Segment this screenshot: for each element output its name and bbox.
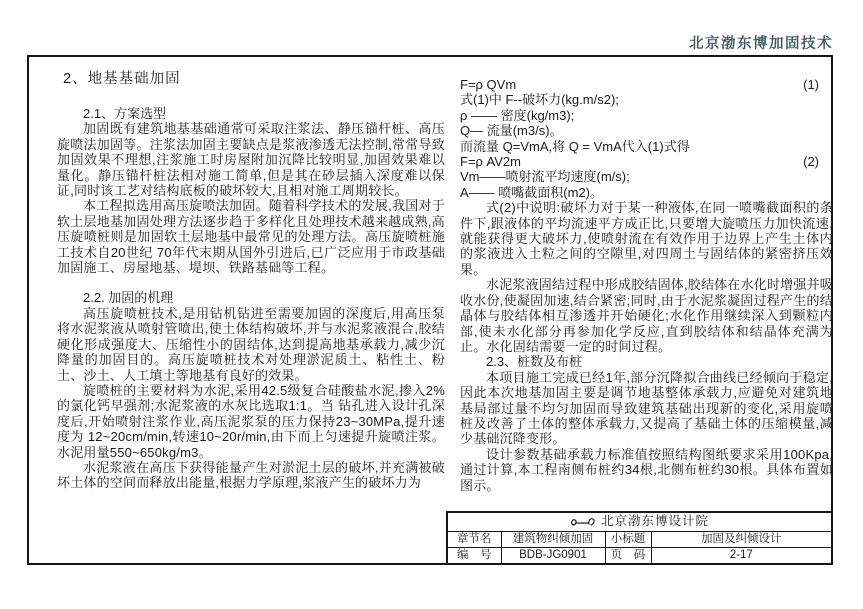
paragraph: 设计参数基础承载力标准值按照结构图纸要求采用100Kpa,通过计算,本工程南侧布桩约34根,北侧布桩约30根。具体布置如图示。 xyxy=(460,446,833,493)
paragraph: 本工程拟选用高压旋喷法加固。随着科学技术的发展,我国对于软土层地基加固处理方法逐步趋于多样化且处理技术越来越成熟,高压旋喷桩则是加固软土层地基中最常见的处理方法。高压旋喷桩施工技术自20世纪 70年代末期从国外引进后,已广泛应用于市政基础加固施工、房屋地基、堤坝、铁路基础等工程。 xyxy=(57,198,445,276)
table-row xyxy=(447,548,832,565)
formula-1-number: (1) xyxy=(803,77,819,92)
table-row-institute xyxy=(447,512,832,532)
formula-2-number: (2) xyxy=(803,154,819,170)
paragraph: 高压旋喷桩技术,是用钻机钻进至需要加固的深度后,用高压泵将水泥浆液从喷射管喷出,使土体结构破坏,并与水泥浆液混合,胶结硬化形成强度大、压缩性小的固结体,达到提高地基承载力,减少沉降量的加固目的。高压旋喷桩技术对处理淤泥质土、粘性土、粉土、沙土、人工填土等地基有良好的效果。 xyxy=(57,305,445,383)
formula-1 xyxy=(460,77,833,92)
subsection-heading-2-3: 2.3、桩数及布桩 xyxy=(486,354,583,370)
table-cell-value: 加固及纠倾设计 xyxy=(651,532,832,548)
paragraph: 式(2)中说明:破坏力对于某一种液体,在同一喷嘴截面积的条件下,跟液体的平均流速平方成正比,只要增大旋喷压力加快流速,就能获得更大破坏力,使喷射流在有效作用于边界上产生土体内的浆液进入土粒之间的空隙里,对四周土与固结体的紧密挤压效果。 xyxy=(460,200,833,277)
section-heading: 2、地基基础加固 xyxy=(63,71,181,87)
paragraph: 加固既有建筑地基基础通常可采取注浆法、静压锚杆桩、高压旋喷法加固等。注浆法加固主要缺点是浆液渗透无法控制,常常导致加固效果不理想,注浆施工时房屋附加沉降比较明显,加固效果难以量化。静压锚杆桩法相对施工简单,但是其在砂层插入深度难以保证,同时该工艺对结构底板的破坏较大,且相对施工周期较长。 xyxy=(57,121,445,199)
definition-line-rho: ρ —— 密度(kg/m3); xyxy=(460,107,575,123)
subsection-heading-2-2: 2.2. 加固的机理 xyxy=(83,290,174,306)
left-column xyxy=(57,71,445,491)
formula-2 xyxy=(460,154,833,169)
formula-1-expression: F=ρ QVm xyxy=(460,77,517,92)
page-header-title: 北京渤东博加固技术 xyxy=(689,36,833,52)
table-cell-value: 建筑物纠倾加固 xyxy=(501,532,605,548)
paragraph: 水泥浆液在高压下获得能量产生对淤泥土层的破坏,并充满被破坏土体的空间而释放出能量,根据力学原理,浆液产生的破坏力为 xyxy=(57,459,445,491)
design-institute-logo-icon xyxy=(570,516,596,530)
table-cell-label: 小标题 xyxy=(605,532,651,548)
table-cell-label: 章节名 xyxy=(447,532,501,548)
formula-2-expression: F=ρ AV2m xyxy=(460,154,521,170)
table-row xyxy=(447,532,832,548)
table-cell-value: BDB-JG0901 xyxy=(501,548,605,565)
table-cell-label: 页 码 xyxy=(605,548,651,565)
table-cell-label: 编 号 xyxy=(447,548,501,565)
table-cell-value: 2-17 xyxy=(651,548,832,565)
definition-line-a: A—— 喷嘴截面积(m2)。 xyxy=(460,184,604,200)
institute-name: 北京渤东博设计院 xyxy=(600,513,709,528)
substitution-line: 而流量 Q=VmA,将 Q = VmA代入(1)式得 xyxy=(460,138,690,154)
definition-line-vm: Vm——喷射流平均速度(m/s); xyxy=(460,169,630,185)
paragraph: 旋喷桩的主要材料为水泥,采用42.5级复合硅酸盐水泥,掺入2%的氯化钙早强剂;水泥浆液的水灰比选取1:1。当 钻孔进入设计孔深度后,开始喷射注浆作业,高压泥浆泵的压力保持23~30MPa,提升速度为 12~20cm/min,转速10~20r/min,由下而上匀速提升旋喷注浆。水泥用量550~650kg/m3。 xyxy=(57,382,445,460)
subsection-heading-2-1: 2.1、方案选型 xyxy=(83,106,167,121)
footer-stamp-table xyxy=(446,511,833,565)
right-column xyxy=(460,77,833,493)
institute-title-cell xyxy=(447,512,832,532)
paragraph: 本项目施工完成已经1年,部分沉降拟合曲线已经倾向于稳定,因此本次地基加固主要是调节地基整体承载力,应避免对建筑地基局部过量不均匀加固而导致建筑基础出现新的变化,采用旋喷桩及改善了土体的整体承载力,又提高了基础土体的压缩模量,减少基础沉降变形。 xyxy=(460,369,833,447)
definition-line-f: 式(1)中 F--破坏力(kg.m/s2); xyxy=(460,92,619,108)
definition-line-q: Q— 流量(m3/s)。 xyxy=(460,123,563,139)
content-border-box xyxy=(27,55,833,565)
paragraph: 水泥浆液固结过程中形成胶结固体,胶结体在水化时增强并吸收水份,使凝固加速,结合紧密;同时,由于水泥浆凝固过程产生的结晶体与胶结体相互渗透并开始硬化;水化作用继续深入到颗粒内部,使未水化部分再参加化学反应,直到胶结体和结晶体充满为止。水化固结需要一定的时间过程。 xyxy=(460,277,834,354)
